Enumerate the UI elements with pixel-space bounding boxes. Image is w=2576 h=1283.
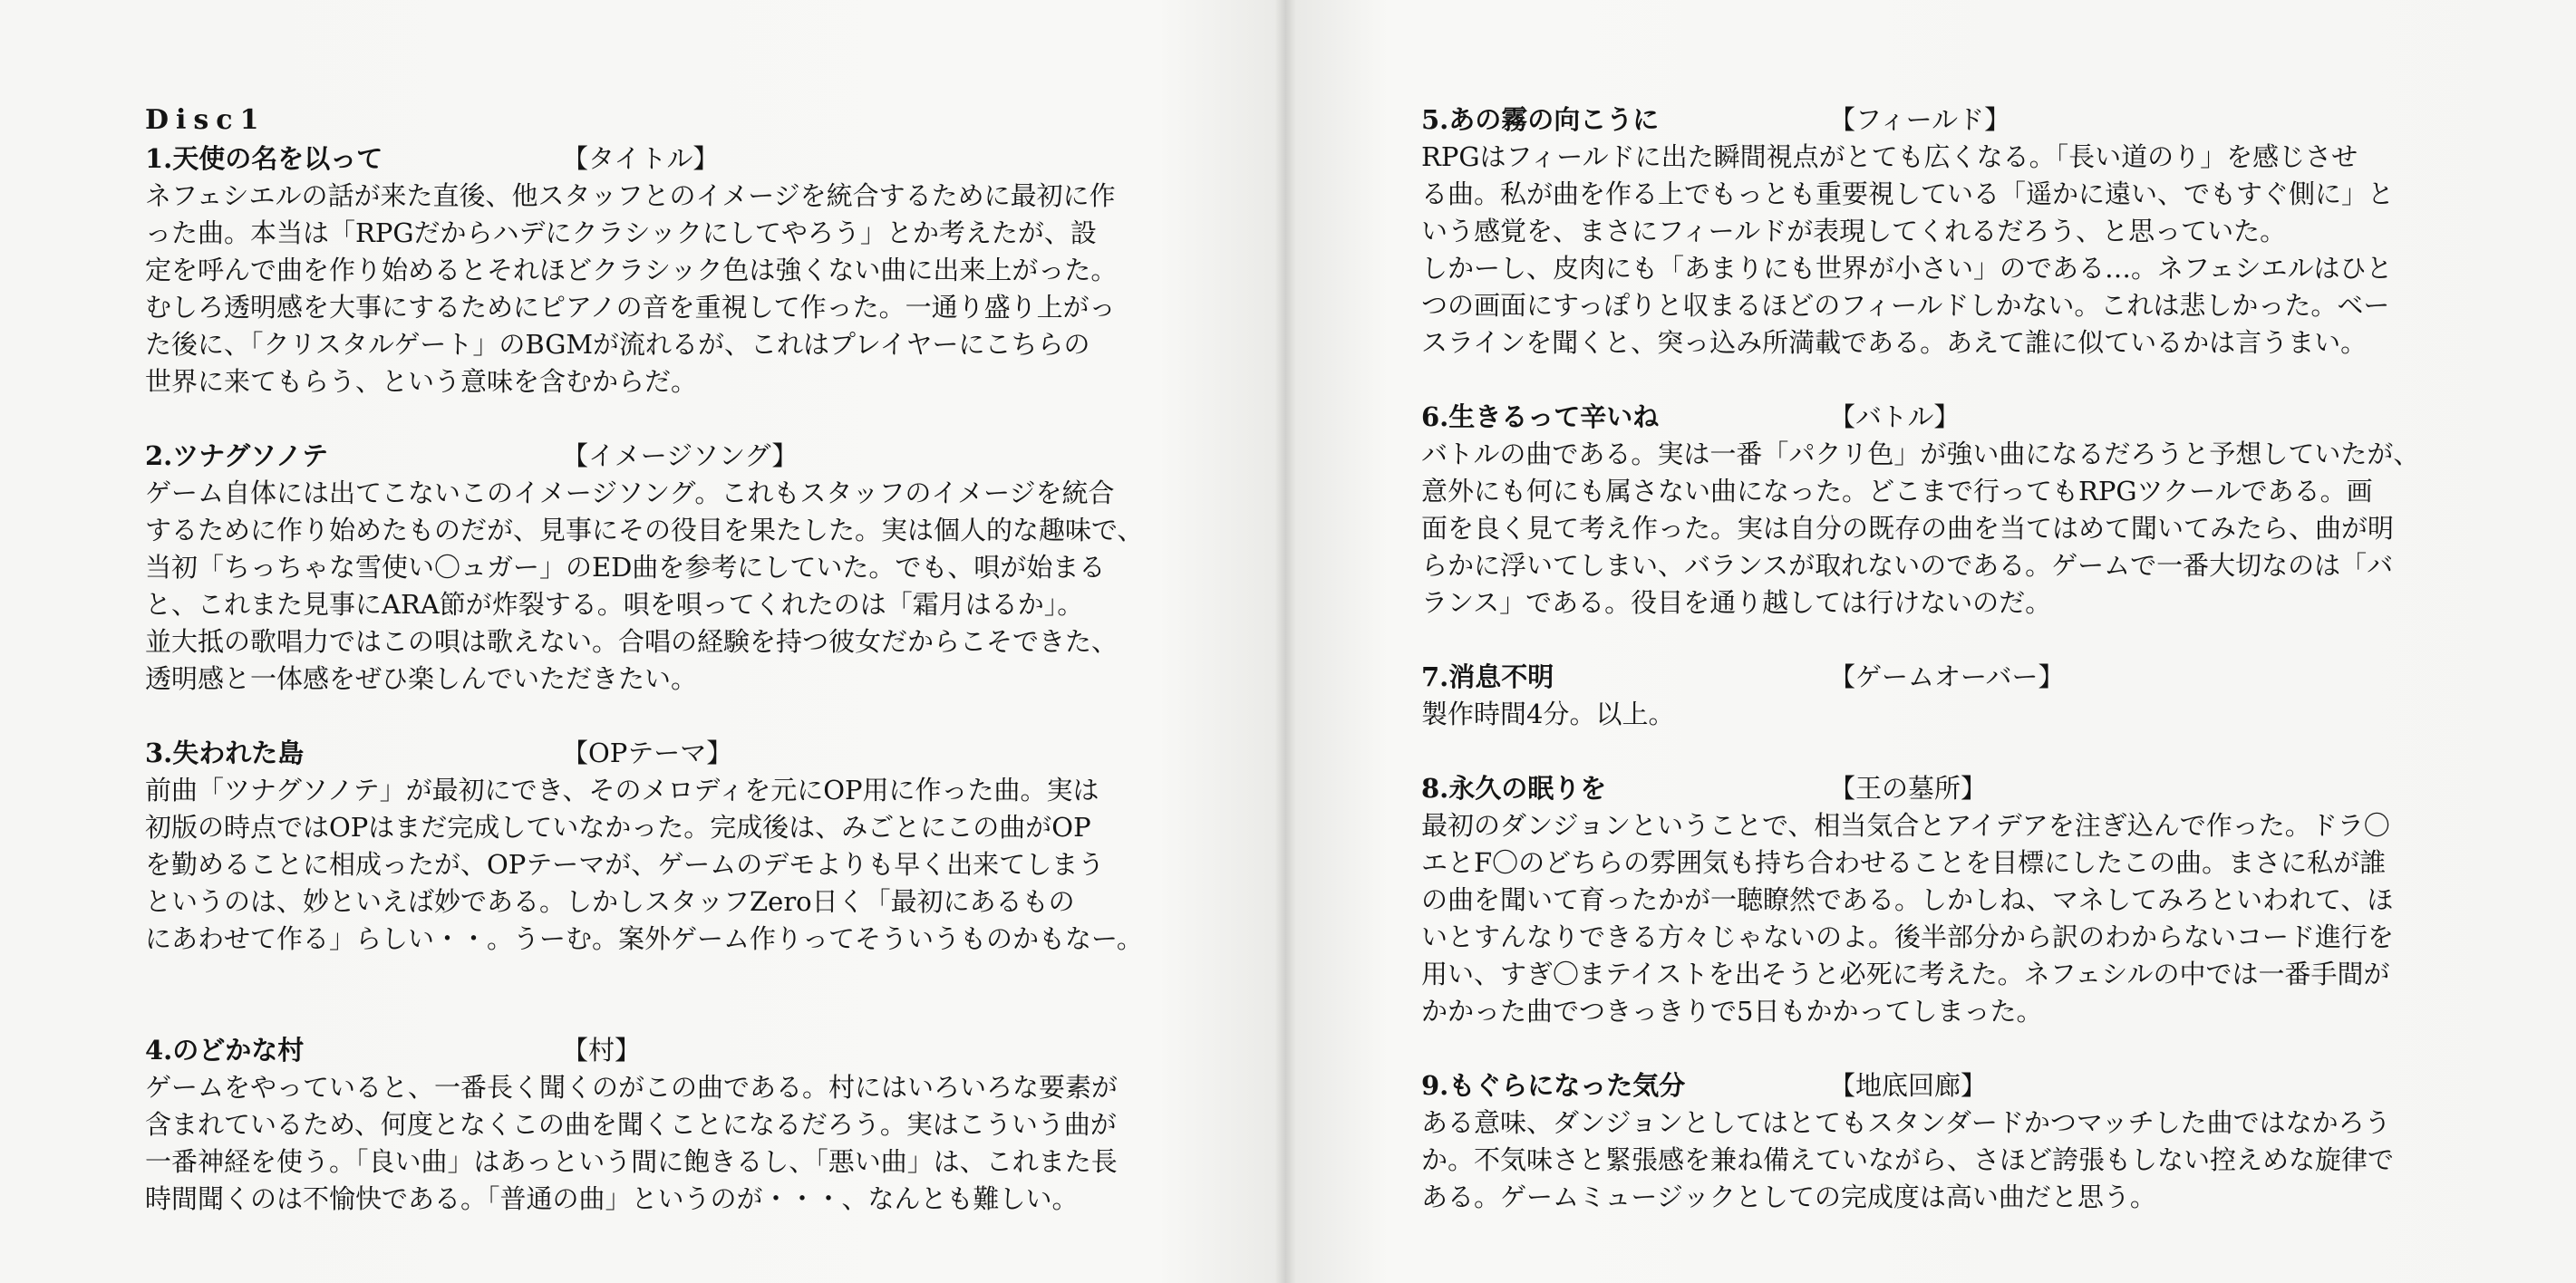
- left-column: [145, 101, 1160, 1255]
- track-scene-tag: 【OPテーマ】: [562, 738, 733, 768]
- track-scene-tag: 【フィールド】: [1829, 104, 2011, 135]
- track-description: バトルの曲である。実は一番「パクリ色」が強い曲になるだろうと予想していたが、 意外にも何にも属さない曲になった。どこまで行ってもRPGツクールである。画 面を良く見て考え作った。実は自分の既存の曲を当てはめて聞いてみたら、曲が明 らかに浮いてしまい、バランスが取れないのである。ゲームで一番大切なのは「バ ランス」である。役目を通り越しては行けないのだ。: [1421, 439, 2420, 618]
- track-section: [1421, 1067, 2436, 1216]
- track-description: 製作時間4分。以上。: [1421, 699, 1675, 729]
- track-heading: [1421, 770, 2436, 807]
- right-page: [1285, 0, 2576, 1283]
- track-section: [1421, 101, 2436, 362]
- track-scene-tag: 【イメージソング】: [562, 440, 799, 471]
- track-title: 9.もぐらになった気分: [1421, 1070, 1686, 1101]
- track-description: 前曲「ツナグソノテ」が最初にでき、そのメロディを元にOP用に作った曲。実は 初版の時点ではOPはまだ完成していなかった。完成後は、みごとにこの曲がOP を勤めることに相成ったが、OPテーマが、ゲームのデモよりも早く出来てしまう というのは、妙といえば妙である。しかしスタッフZero日く「最初にあるもの にあわせて作る」らしい・・。うーむ。案外ゲーム作りってそういうものかもなー。: [145, 775, 1143, 954]
- left-page: [0, 0, 1285, 1283]
- track-section: [145, 140, 1160, 400]
- track-heading: [1421, 101, 2436, 139]
- track-section: [1421, 659, 2436, 733]
- track-description: ある意味、ダンジョンとしてはとてもスタンダードかつマッチした曲ではなかろう か。不気味さと緊張感を兼ね備えていながら、さほど誇張もしない控えめな旋律で ある。ゲームミュージックとしての完成度は高い曲だと思う。: [1421, 1107, 2395, 1212]
- track-scene-tag: 【ゲームオーバー】: [1829, 661, 2065, 692]
- track-scene-tag: 【王の墓所】: [1829, 773, 1988, 804]
- track-section: [1421, 399, 2436, 622]
- track-title: 1.天使の名を以って: [145, 143, 383, 174]
- right-column: [1421, 101, 2436, 1253]
- track-scene-tag: 【タイトル】: [562, 143, 720, 174]
- track-heading: [145, 438, 1160, 475]
- track-heading: [145, 140, 1160, 178]
- track-title: 2.ツナグソノテ: [145, 440, 328, 471]
- track-heading: [1421, 1067, 2436, 1105]
- track-scene-tag: 【村】: [562, 1035, 642, 1066]
- track-section: [1421, 770, 2436, 1030]
- track-description: ゲームをやっていると、一番長く聞くのがこの曲である。村にはいろいろな要素が 含まれているため、何度となくこの曲を聞くことになるだろう。実はこういう曲が 一番神経を使う。「良い曲」はあっという間に飽きるし、「悪い曲」は、これまた長 時間聞くのは不愉快である。「普通の曲」というのが・・・、なんとも難しい。: [145, 1072, 1119, 1214]
- track-title: 8.永久の眠りを: [1421, 773, 1607, 804]
- track-description: ゲーム自体には出てこないこのイメージソング。これもスタッフのイメージを統合 するために作り始めたものだが、見事にその役目を果たした。実は個人的な趣味で、 当初「ちっちゃな雪使い〇ュガー」のED曲を参考にしていた。でも、唄が始まる と、これまた見事にARA節が炸裂する。唄を唄ってくれたのは「霜月はるか」。 並大抵の歌唱力ではこの唄は歌えない。合唱の経験を持つ彼女だからこそできた、 透明感と一体感をぜひ楽しんでいただきたい。: [145, 478, 1144, 694]
- track-title: 5.あの霧の向こうに: [1421, 104, 1660, 135]
- track-section: [145, 735, 1160, 958]
- track-title: 4.のどかな村: [145, 1035, 305, 1066]
- track-heading: [145, 1032, 1160, 1069]
- track-heading: [145, 735, 1160, 772]
- track-title: 3.失われた島: [145, 738, 305, 768]
- track-description: ネフェシエルの話が来た直後、他スタッフとのイメージを統合するために最初に作 った曲。本当は「RPGだからハデにクラシックにしてやろう」とか考えたが、設 定を呼んで曲を作り始めるとそれほどクラシック色は強くない曲に出来上がった。 むしろ透明感を大事にするためにピアノの音を重視して作った。一通り盛り上がっ た後に、「クリスタルゲート」のBGMが流れるが、これはプレイヤーにこちらの 世界に来てもらう、という意味を含むからだ。: [145, 180, 1118, 397]
- disc-label: Disc1: [145, 104, 266, 136]
- track-scene-tag: 【バトル】: [1829, 401, 1961, 432]
- track-description: 最初のダンジョンということで、相当気合とアイデアを注ぎ込んで作った。ドラ〇 エとF〇のどちらの雰囲気も持ち合わせることを目標にしたこの曲。まさに私が誰 の曲を聞いて育ったかが一聴瞭然である。しかしね、マネしてみろといわれて、ほ いとすんなりできる方々じゃないのよ。後半部分から訳のわからないコード進行を 用い、すぎ〇まテイストを出そうと必死に考えた。ネフェシルの中では一番手間が かかった曲でつきっきりで5日もかかってしまった。: [1421, 810, 2395, 1027]
- track-scene-tag: 【地底回廊】: [1829, 1070, 1988, 1101]
- track-description: RPGはフィールドに出た瞬間視点がとても広くなる。「長い道のり」を感じさせ る曲。私が曲を作る上でもっとも重要視している「遥かに遠い、でもすぐ側に」と いう感覚を、まさにフィールドが表現してくれるだろう、と思っていた。 しかーし、皮肉にも「あまりにも世界が小さい」のである…。ネフェシエルはひと つの画面にすっぽりと収まるほどのフィールドしかない。これは悲しかった。ベー スラインを聞くと、突っ込み所満載である。あえて誰に似ているかは言うまい。: [1421, 141, 2395, 358]
- track-section: [145, 1032, 1160, 1218]
- track-heading: [1421, 659, 2436, 696]
- track-title: 7.消息不明: [1421, 661, 1554, 692]
- track-heading: [1421, 399, 2436, 436]
- track-section: [145, 438, 1160, 698]
- track-title: 6.生きるって辛いね: [1421, 401, 1660, 432]
- page-gutter-fold: [1274, 0, 1296, 1283]
